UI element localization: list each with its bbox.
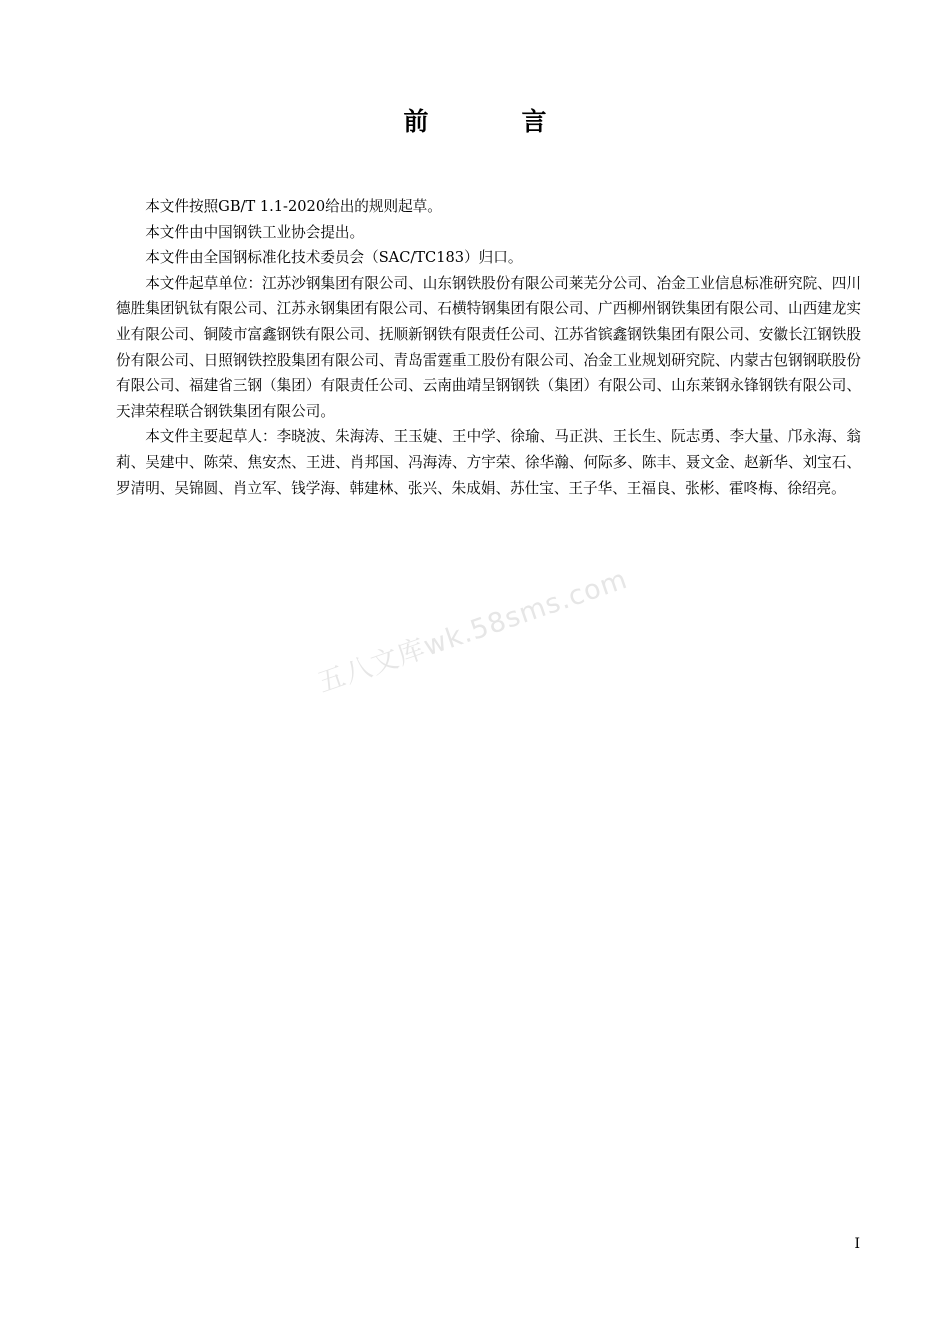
page-number: I <box>854 1236 860 1252</box>
paragraph-main-drafters: 本文件主要起草人：李晓波、朱海涛、王玉婕、王中学、徐瑜、马正洪、王长生、阮志勇、李大量、邝永海、翁莉、吴建中、陈荣、焦安杰、王进、肖邦国、冯海涛、方宇荣、徐华瀚、何际多、陈丰、聂文金、赵新华、刘宝石、罗清明、吴锦圆、肖立军、钱学海、韩建林、张兴、朱成娟、苏仕宝、王子华、王福良、张彬、霍咚梅、徐绍亮。 <box>116 428 861 497</box>
paragraph-proposer: 本文件由中国钢铁工业协会提出。 <box>145 223 365 241</box>
page-title: 前 言 <box>403 107 581 136</box>
paragraph-drafting-rules: 本文件按照GB/T 1.1-2020给出的规则起草。 <box>145 198 442 215</box>
document-body <box>116 194 861 501</box>
paragraph-administrator: 本文件由全国钢标准化技术委员会（SAC/TC183）归口。 <box>145 249 523 267</box>
paragraph-drafting-units: 本文件起草单位：江苏沙钢集团有限公司、山东钢铁股份有限公司莱芜分公司、冶金工业信息标准研究院、四川德胜集团钒钛有限公司、江苏永钢集团有限公司、石横特钢集团有限公司、广西柳州钢铁集团有限公司、山西建龙实业有限公司、铜陵市富鑫钢铁有限公司、抚顺新钢铁有限责任公司、江苏省镔鑫钢铁集团有限公司、安徽长江钢铁股份有限公司、日照钢铁控股集团有限公司、青岛雷霆重工股份有限公司、冶金工业规划研究院、内蒙古包钢钢联股份有限公司、福建省三钢（集团）有限责任公司、云南曲靖呈钢钢铁（集团）有限公司、山东莱钢永锋钢铁有限公司、天津荣程联合钢铁集团有限公司。 <box>116 274 861 420</box>
watermark: 五八文库wk.58sms.com <box>313 563 632 699</box>
